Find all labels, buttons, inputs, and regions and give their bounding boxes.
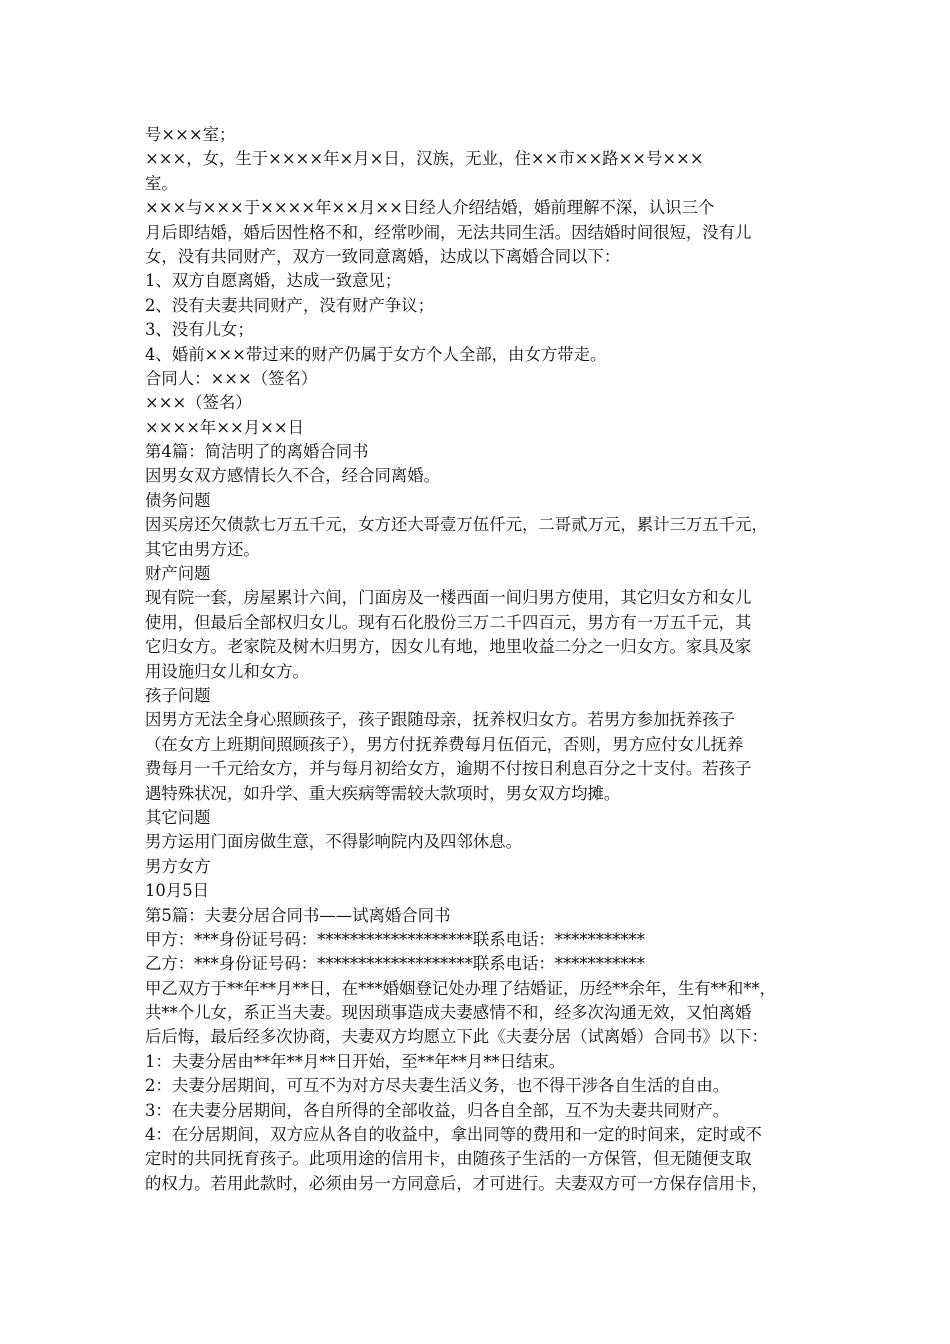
- date-line: ××××年××月××日: [145, 417, 305, 437]
- text-line: 费每月一千元给女方，并与每月初给女方，逾期不付按日利息百分之十支付。若孩子: [145, 759, 752, 779]
- text-line: 甲乙双方于**年**月**日，在***婚姻登记处办理了结婚证，历经**余年，生有**和**，: [145, 978, 777, 998]
- text-line: 它归女方。老家院及树木归男方，因女儿有地，地里收益二分之一归女方。家具及家: [145, 637, 752, 657]
- list-item: 4：在分居期间，双方应从各自的收益中，拿出同等的费用和一定的时间来，定时或不: [145, 1125, 762, 1145]
- text-line: 其它由男方还。: [145, 539, 260, 559]
- text-line: 现有院一套，房屋累计六间，门面房及一楼西面一间归男方使用，其它归女方和女儿: [145, 588, 752, 608]
- party-line: 甲方：***身份证号码：*******************联系电话：***********: [145, 929, 645, 949]
- text-line: 遇特殊状况，如升学、重大疾病等需较大款项时，男女双方均摊。: [145, 783, 621, 803]
- list-item: 3：在夫妻分居期间，各自所得的全部收益，归各自全部，互不为夫妻共同财产。: [145, 1100, 730, 1120]
- list-item: 1、双方自愿离婚，达成一致意见；: [145, 271, 402, 291]
- signature-line: 男方女方: [145, 856, 211, 876]
- document-page: [145, 123, 810, 1196]
- text-line: 共**个儿女，系正当夫妻。现因琐事造成夫妻感情不和，经多次沟通无效，又怕离婚: [145, 1003, 752, 1023]
- list-item: 3、没有儿女；: [145, 320, 254, 340]
- text-line: 月后即结婚，婚后因性格不和，经常吵闹，无法共同生活。因结婚时间很短，没有儿: [145, 222, 752, 242]
- subsection-heading: 孩子问题: [145, 685, 211, 705]
- text-line: ×××与×××于××××年××月××日经人介绍结婚，婚前理解不深，认识三个: [145, 198, 715, 218]
- signature-line: ×××（签名）: [145, 393, 252, 413]
- list-item: 2、没有夫妻共同财产，没有财产争议；: [145, 295, 435, 315]
- subsection-heading: 财产问题: [145, 564, 211, 584]
- text-line: （在女方上班期间照顾孩子），男方付抚养费每月伍佰元，否则，男方应付女儿抚养: [145, 734, 744, 754]
- text-line: 后后悔，最后经多次协商，夫妻双方均愿立下此《夫妻分居（试离婚）合同书》以下：: [145, 1027, 768, 1047]
- signature-line: 合同人：×××（签名）: [145, 368, 318, 388]
- text-line: 号×××室；: [145, 125, 236, 144]
- text-line: 男方运用门面房做生意，不得影响院内及四邻休息。: [145, 832, 522, 852]
- text-line: 用设施归女儿和女方。: [145, 661, 309, 681]
- text-line: ×××，女，生于××××年×月×日，汉族，无业，住××市××路××号×××: [145, 149, 704, 169]
- subsection-heading: 其它问题: [145, 807, 211, 827]
- text-line: 因买房还欠债款七万五千元，女方还大哥壹万伍仟元，二哥贰万元，累计三万五千元，: [145, 515, 768, 535]
- text-line: 使用，但最后全部权归女儿。现有石化股份三万二千四百元，男方有一万五千元，其: [145, 612, 752, 632]
- section-heading: 第5篇：夫妻分居合同书——试离婚合同书: [145, 905, 451, 925]
- text-line: 女，没有共同财产，双方一致同意离婚，达成以下离婚合同以下：: [145, 246, 621, 266]
- date-line: 10月5日: [145, 881, 210, 901]
- list-item: 2：夫妻分居期间，可互不为对方尽夫妻生活义务，也不得干涉各自生活的自由。: [145, 1076, 730, 1096]
- list-item: 1：夫妻分居由**年**月**日开始，至**年**月**日结束。: [145, 1051, 566, 1071]
- list-item: 4、婚前×××带过来的财产仍属于女方个人全部，由女方带走。: [145, 344, 607, 364]
- text-line: 的权力。若用此款时，必须由另一方同意后，才可进行。夫妻双方可一方保存信用卡，: [145, 1173, 768, 1193]
- party-line: 乙方：***身份证号码：*******************联系电话：***********: [145, 954, 645, 974]
- subsection-heading: 债务问题: [145, 490, 211, 510]
- text-line: 因男方无法全身心照顾孩子，孩子跟随母亲，抚养权归女方。若男方参加抚养孩子: [145, 710, 736, 730]
- text-line: 因男女双方感情长久不合，经合同离婚。: [145, 466, 441, 486]
- section-heading: 第4篇：简洁明了的离婚合同书: [145, 442, 369, 462]
- text-line: 定时的共同抚育孩子。此项用途的信用卡，由随孩子生活的一方保管，但无随便支取: [145, 1149, 752, 1169]
- text-line: 室。: [145, 173, 178, 193]
